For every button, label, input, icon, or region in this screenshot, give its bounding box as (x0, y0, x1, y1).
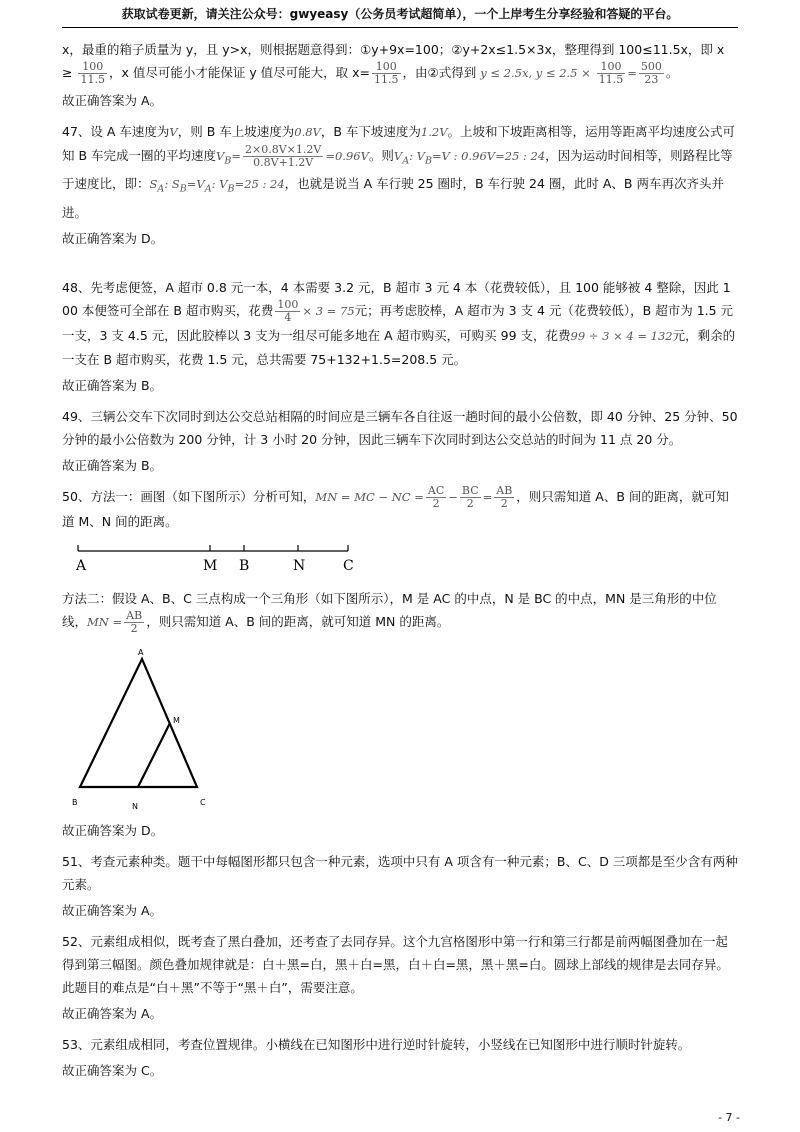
q48-solution: 48、先考虑便签，A 超市 0.8 元一本，4 本需要 3.2 元，B 超市 3 元 4 本（花费较低），且 100 能够被 4 整除，因此 100 本便签可全部在 B 超市购买，花费 $\frac{100}{4}$ × 3 = 75元；再考虑胶棒，A 超市为 3 支 4 元（花费较低），B 超市为 1.5 元一支，3 支 4.5 元，因此胶棒以 3 支为一组尽可能多地在 A 超市购买，可购买 99 支，花费99 ÷ 3 × 4 = 132元，剩余的一支在 B 超市购买，花费 1.5 元，总共需要 75+132+1.5=208.5 元。 (62, 279, 736, 367)
fraction: $\frac{AC}{2}$ (427, 483, 445, 510)
midline-mn (138, 723, 170, 787)
fraction: $\frac{100}{11.5}$ (598, 60, 624, 86)
point-m-label: M (173, 715, 180, 725)
triangle-diagram (72, 645, 222, 815)
label-a: A (76, 557, 87, 574)
spacer (62, 258, 738, 276)
page-header: 获取试卷更新，请关注公众号：gwyeasy（公务员考试超简单），一个上岸考生分享经验和答疑的平台。 (121, 7, 679, 21)
fraction: $\frac{BC}{2}$ (461, 483, 479, 510)
q47-answer: 故正确答案为 D。 (62, 230, 164, 246)
q52-solution: 52、元素组成相似，既考查了黑白叠加，还考查了去同存异。这个九宫格图形中第一行和第三行都是前两幅图叠加在一起得到第三幅图。颜色叠加规律就是：白＋黑=白，黑＋白=黑，白＋白=黑，黑＋黑=白。圆球上部线的规律是去同存异。此题目的难点是“白＋黑”不等于“黑＋白”，需要注意。 (62, 933, 729, 995)
fraction: $\frac{500}{23}$ (640, 60, 662, 86)
q48-answer: 故正确答案为 B。 (62, 377, 163, 393)
q46-answer: 故正确答案为 A。 (62, 93, 163, 108)
fraction: $\frac{2\times 0.8V\times 1.2V}{0.8V+1.2V}$ (245, 143, 322, 169)
fraction: $\frac{100}{11.5}$ (80, 60, 105, 86)
page-number: - 7 - (718, 1111, 740, 1124)
header-divider (62, 27, 738, 28)
q51-solution: 51、考查元素种类。题干中每幅图形都只包含一种元素，选项中只有 A 项含有一种元素；B、C、D 三项都是至少含有两种元素。 (62, 853, 738, 892)
fraction: $\frac{100}{4}$ (277, 297, 299, 324)
number-line-diagram (76, 539, 376, 583)
label-m: M (203, 557, 218, 574)
fraction: $\frac{AB}{2}$ (126, 608, 143, 635)
q50-method2: 方法二：假设 A、B、C 三点构成一个三角形（如下图所示），M 是 AC 的中点，N 是 BC 的中点，MN 是三角形的中位线，MN = $\frac{AB}{2}$ ，则只需知道 A、B 间的距离，就可知道 MN 的距离。 (62, 590, 717, 635)
label-c: C (343, 557, 354, 574)
q49-answer: 故正确答案为 B。 (62, 457, 163, 473)
q53-solution: 53、元素组成相同，考查位置规律。小横线在已知图形中进行逆时针旋转，小竖线在已知图形中进行顺时针旋转。 (62, 1036, 691, 1052)
fraction: $\frac{AB}{2}$ (496, 483, 513, 510)
q50-method1: 50、方法一：画图（如下图所示）分析可知，MN = MC − NC = $\frac{AC}{2}$ − $\frac{BC}{2}$ = $\frac{AB}{2}$ ，则只需知道 A、B 间的距离，就可知道 M、N 间的距离。 (62, 483, 729, 529)
vertex-b-label: B (72, 797, 78, 807)
q50-answer: 故正确答案为 D。 (62, 822, 164, 838)
q53-answer: 故正确答案为 C。 (62, 1062, 163, 1078)
triangle-svg (72, 645, 222, 815)
page-content (62, 38, 738, 1090)
label-b: B (239, 557, 250, 574)
number-line-svg (76, 539, 376, 583)
vertex-a-label: A (138, 647, 144, 657)
q52-answer: 故正确答案为 A。 (62, 1005, 163, 1021)
q49-solution: 49、三辆公交车下次同时到达公交总站相隔的时间应是三辆车各自往返一趟时间的最小公倍数，即 40 分钟、25 分钟、50 分钟的最小公倍数为 200 分钟，计 3 小时 20 分钟，因此三辆车下次同时到达公交总站的时间为 11 点 20 分。 (62, 408, 738, 447)
vertex-c-label: C (200, 797, 206, 807)
q46-solution: x，最重的箱子质量为 y，且 y>x，则根据题意得到：①y+9x=100；②y+2x≤1.5×3x，整理得到 100≤11.5x，即 x ≥ $\frac{100}{11.5}$ ，x 值尽可能小才能保证 y 值尽可能大，取 x= $\frac{100}{11.5}$ ，由②式得到 y ≤ 2.5x, y ≤ 2.5 × $\frac{100}{11.5}$ = $\frac{500}{23}$ 。 (62, 42, 725, 86)
fraction: $\frac{100}{11.5}$ (374, 60, 399, 86)
q51-answer: 故正确答案为 A。 (62, 902, 163, 918)
q47-solution: 47、设 A 车速度为V，则 B 车上坡速度为0.8V，B 车下坡速度为1.2V。上坡和下坡距离相等，运用等距离平均速度公式可知 B 车完成一圈的平均速度$V_B=$ $\frac{2\times 0.8V\times 1.2V}{0.8V+1.2V}$ =0.96V。则$V_A$: $V_B=V$ : 0.96V=25 : 24，因为运动时间相等，则路程比等于速度比，即：$S_A$: $S_B=V_A$: $V_B=25$ : 24，也就是说当 A 车行驶 25 圈时，B 车行驶 24 圈，此时 A、B 两车再次齐头并进。 (62, 124, 736, 220)
point-n-label: N (132, 801, 138, 811)
label-n: N (293, 557, 306, 574)
